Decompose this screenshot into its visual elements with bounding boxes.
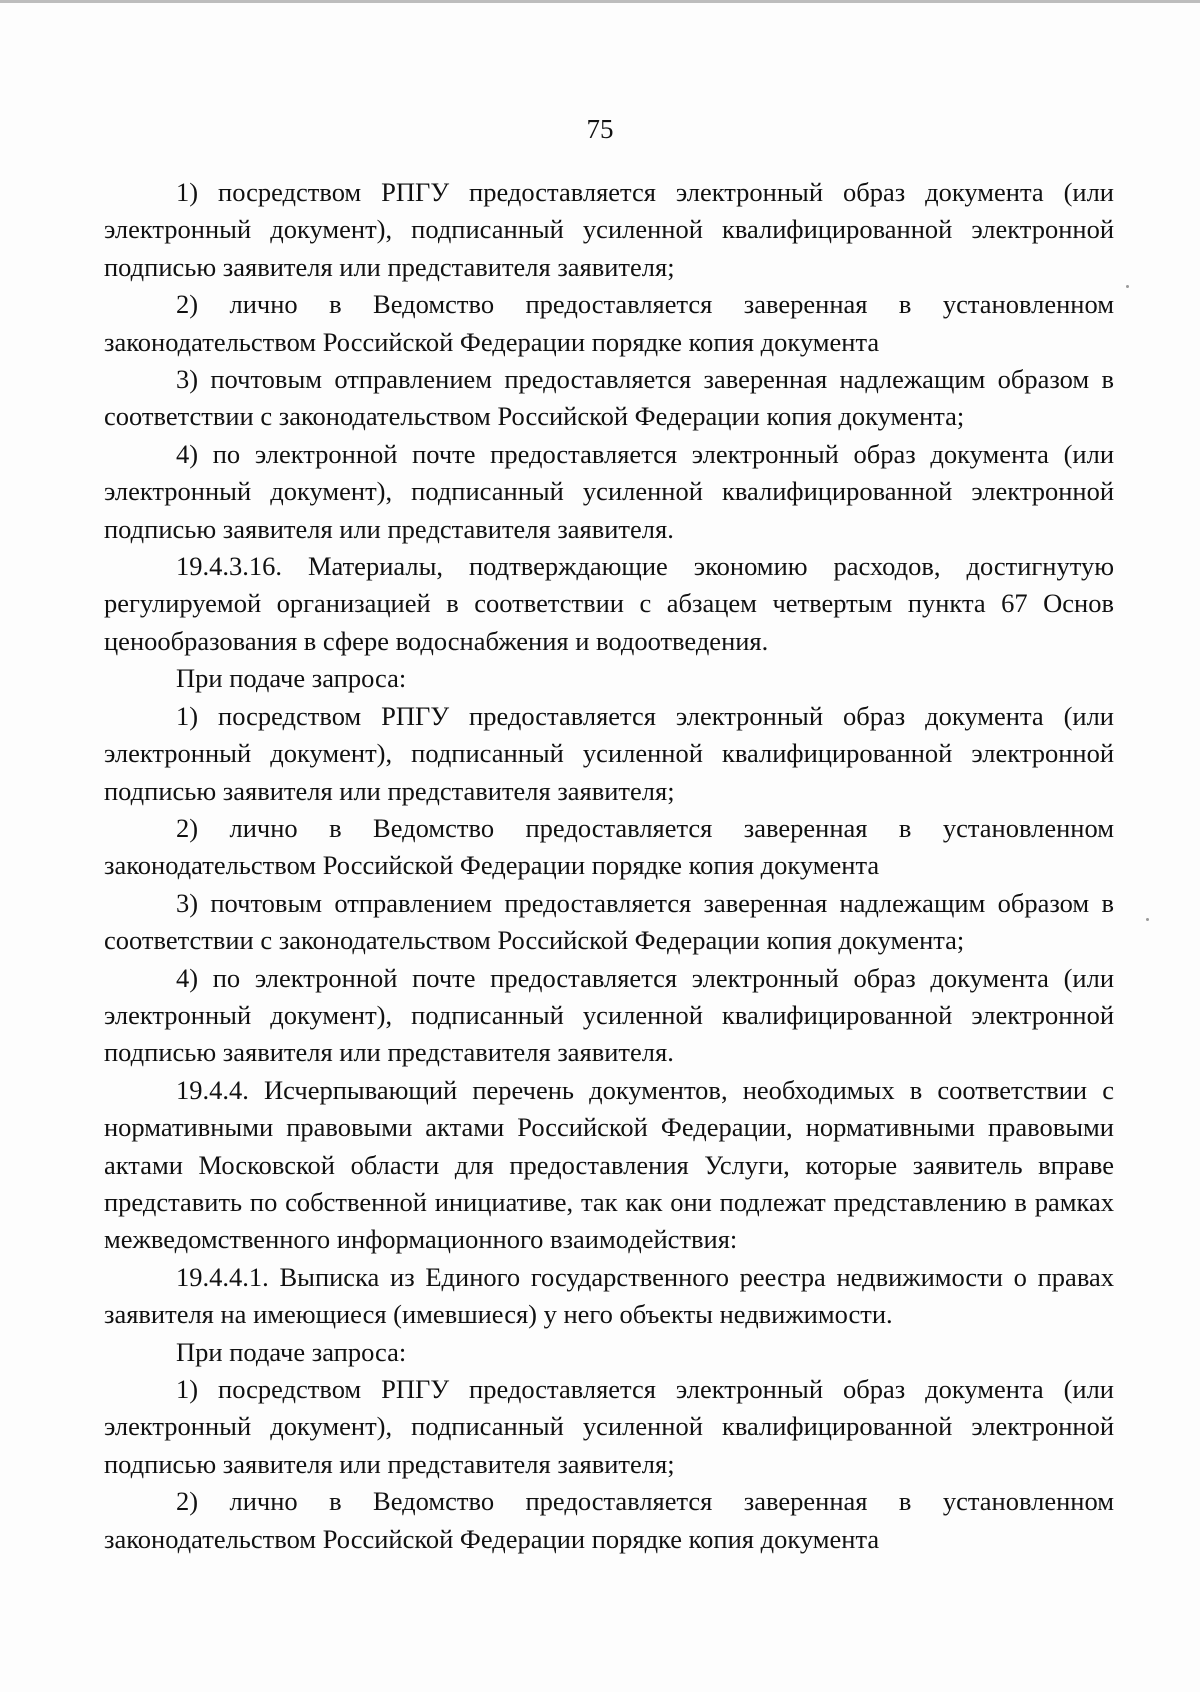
paragraph-4-email: 4) по электронной почте предоставляется электронный образ документа (или электронный документ), подписанный усиленной квалифицированной электронной подписью заявителя или представителя заявителя. (104, 438, 1114, 544)
page-number: 75 (586, 114, 614, 144)
paragraph-2-in-person: 2) лично в Ведомство предоставляется заверенная в установленном законодательством Российской Федерации порядке копия документа (104, 812, 1114, 881)
scan-top-edge (0, 0, 1200, 3)
request-submission-heading: При подаче запроса: (176, 1336, 407, 1367)
scan-speck (1126, 285, 1129, 288)
paragraph-1-rpgu: 1) посредством РПГУ предоставляется электронный образ документа (или электронный документ), подписанный усиленной квалифицированной электронной подписью заявителя или представителя заявителя; (104, 1374, 1114, 1479)
paragraph-1-rpgu: 1) посредством РПГУ предоставляется электронный образ документа (или электронный документ), подписанный усиленной квалифицированной электронной подписью заявителя или представителя заявителя; (104, 700, 1114, 806)
request-submission-heading: При подаче запроса: (176, 663, 407, 694)
paragraph-2-in-person: 2) лично в Ведомство предоставляется заверенная в установленном законодательством Российской Федерации порядке копия документа (104, 1486, 1114, 1554)
paragraph-4-email: 4) по электронной почте предоставляется электронный образ документа (или электронный документ), подписанный усиленной квалифицированной электронной подписью заявителя или представителя заявителя. (104, 962, 1114, 1068)
paragraph-1-rpgu: 1) посредством РПГУ предоставляется электронный образ документа (или электронный документ), подписанный усиленной квалифицированной электронной подписью заявителя или представителя заявителя; (104, 177, 1114, 282)
clause-19-4-3-16: 19.4.3.16. Материалы, подтверждающие экономию расходов, достигнутую регулируемой организацией в соответствии с абзацем четвертым пункта 67 Основ ценообразования в сфере водоснабжения и водоотведения. (104, 551, 1114, 656)
scan-speck (1146, 918, 1149, 921)
paragraph-2-in-person: 2) лично в Ведомство предоставляется заверенная в установленном законодательством Российской Федерации порядке копия документа (104, 289, 1114, 357)
clause-19-4-4-1: 19.4.4.1. Выписка из Единого государственного реестра недвижимости о правах заявителя на имеющиеся (имевшиеся) у него объекты недвижимости. (104, 1261, 1114, 1330)
paragraph-3-postal: 3) почтовым отправлением предоставляется заверенная надлежащим образом в соответствии с законодательством Российской Федерации копия документа; (104, 364, 1114, 432)
document-body (104, 174, 1114, 1558)
paragraph-3-postal: 3) почтовым отправлением предоставляется заверенная надлежащим образом в соответствии с законодательством Российской Федерации копия документа; (104, 887, 1114, 956)
clause-19-4-4: 19.4.4. Исчерпывающий перечень документов, необходимых в соответствии с нормативными правовыми актами Российской Федерации, нормативными правовыми актами Московской области для предоставления Услуги, которые заявитель вправе представить по собственной инициативе, так как они подлежат представлению в рамках межведомственного информационного взаимодействия: (104, 1074, 1114, 1255)
